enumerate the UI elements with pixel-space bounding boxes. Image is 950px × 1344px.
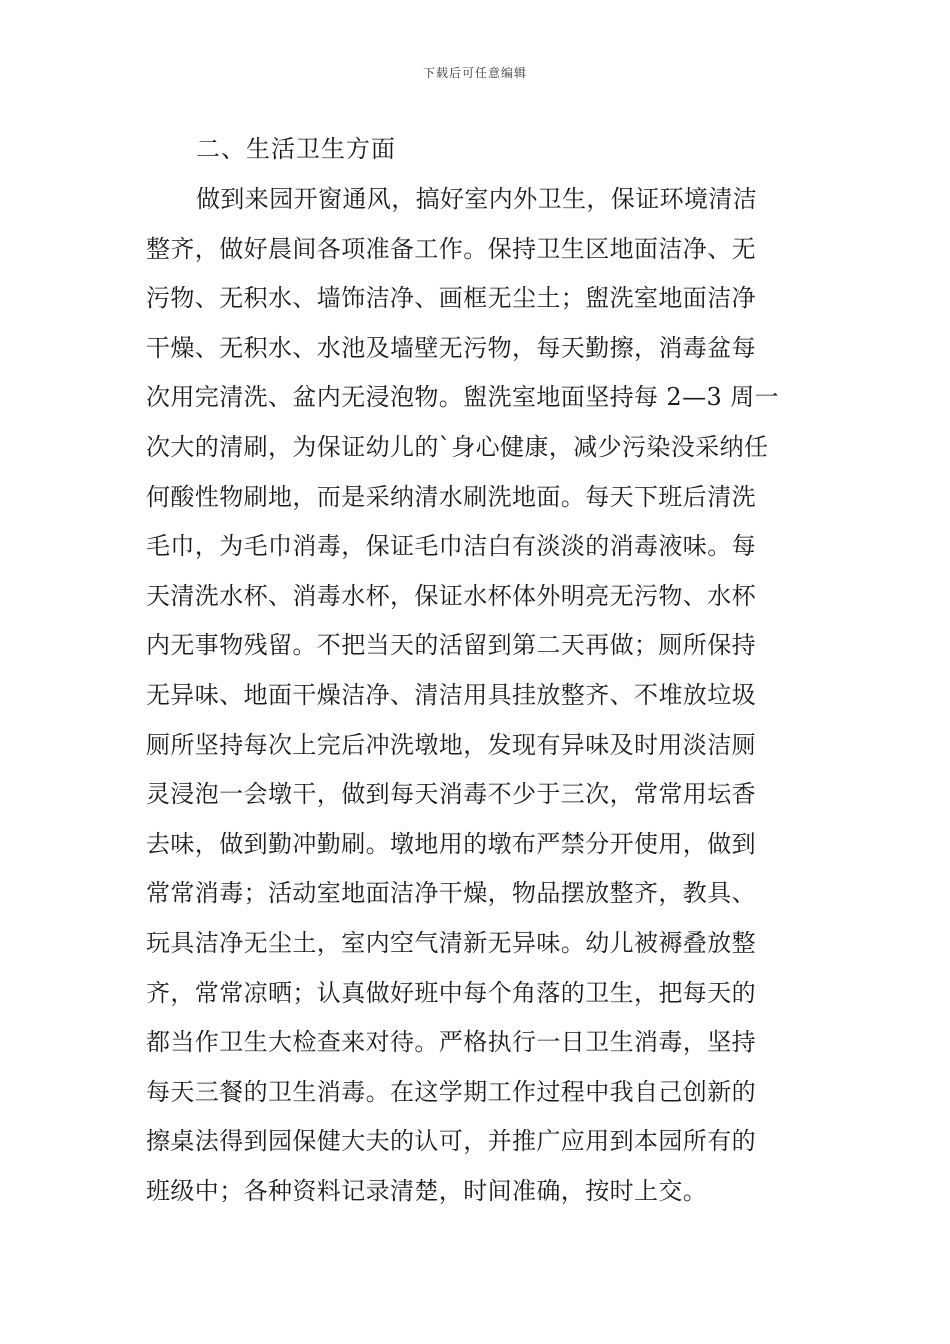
paragraph-line: 干燥、无积水、水池及墙壁无污物，每天勤擦，消毒盆每	[146, 333, 756, 362]
section-heading: 二、生活卫生方面	[196, 135, 396, 163]
paragraph-line: 都当作卫生大检查来对待。严格执行一日卫生消毒，坚持	[146, 1028, 756, 1057]
paragraph-line: 毛巾，为毛巾消毒，保证毛巾洁白有淡淡的消毒液味。每	[146, 532, 756, 561]
paragraph-line: 厕所坚持每次上完后冲洗墩地，发现有异味及时用淡洁厕	[146, 730, 756, 759]
paragraph-line: 次用完清洗、盆内无浸泡物。盥洗室地面坚持每 2—3 周一	[146, 383, 779, 412]
paragraph-line: 玩具洁净无尘土，室内空气清新无异味。幼儿被褥叠放整	[146, 928, 756, 957]
paragraph-line: 次大的清刷，为保证幼儿的`身心健康，减少污染没采纳任	[146, 432, 769, 461]
paragraph-line: 灵浸泡一会墩干，做到每天消毒不少于三次，常常用坛香	[146, 780, 756, 809]
paragraph-line: 去味，做到勤冲勤刷。墩地用的墩布严禁分开使用，做到	[146, 829, 756, 858]
paragraph-line: 天清洗水杯、消毒水杯，保证水杯体外明亮无污物、水杯	[146, 581, 756, 610]
paragraph-line: 何酸性物刷地，而是采纳清水刷洗地面。每天下班后清洗	[146, 482, 756, 511]
paragraph-line: 齐，常常凉晒；认真做好班中每个角落的卫生，把每天的	[146, 978, 756, 1007]
paragraph-line: 每天三餐的卫生消毒。在这学期工作过程中我自己创新的	[146, 1077, 756, 1106]
paragraph-line: 内无事物残留。不把当天的活留到第二天再做；厕所保持	[146, 631, 756, 660]
paragraph-line: 擦桌法得到园保健大夫的认可，并推广应用到本园所有的	[146, 1127, 756, 1156]
body-paragraph	[146, 181, 816, 1222]
paragraph-line: 班级中；各种资料记录清楚，时间准确，按时上交。	[146, 1176, 708, 1205]
paragraph-line: 常常消毒；活动室地面洁净干燥，物品摆放整齐，教具、	[146, 879, 756, 908]
paragraph-line: 无异味、地面干燥洁净、清洁用具挂放整齐、不堆放垃圾	[146, 680, 756, 709]
paragraph-line: 整齐，做好晨间各项准备工作。保持卫生区地面洁净、无	[146, 234, 756, 263]
paragraph-line: 污物、无积水、墙饰洁净、画框无尘土；盥洗室地面洁净	[146, 284, 756, 313]
paragraph-line: 做到来园开窗通风，搞好室内外卫生，保证环境清洁	[196, 185, 758, 213]
header-note: 下载后可任意编辑	[422, 66, 527, 80]
